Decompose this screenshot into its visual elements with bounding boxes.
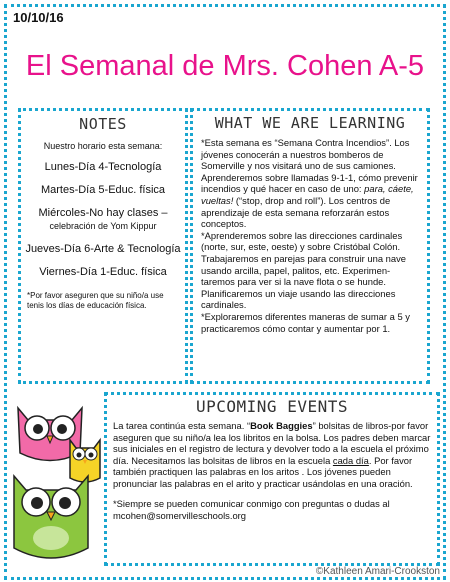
date: 10/10/16 [13, 10, 64, 25]
learning-paragraph: *Exploraremos diferentes maneras de sumar a 5 y practicaremos cómo contar y aumentar por 1. [201, 310, 410, 334]
schedule-day: Jueves-Día 6-Arte & Tecnología [25, 243, 181, 255]
copyright: ©Kathleen Amari-Crookston [315, 566, 440, 577]
page-title: El Semanal de Mrs. Cohen A-5 [25, 50, 425, 82]
events-text [113, 420, 431, 521]
learning-paragraph: *Esta semana es “Semana Contra Incendios”. Los jóvenes conocerán a nuestros bomberos de Somerville y nos visitará uno de sus camiones. Aprenderemos sobre llamadas 9-1-1, cómo prevenir incendios y qué hacer en caso de uno: para, cáete, vueltas! (“stop, drop and roll”). Los centros de aprendizaje de esta semana reforzarán estos conceptos. [201, 137, 418, 230]
learning-box [190, 108, 430, 384]
learning-paragraph: *Aprenderemos sobre las direcciones cardinales (norte, sur, este, oeste) y sobre Cristóbal Colón. Trabajaremos en parejas para construir una nave usando arcilla, papel, palitos, etc. Experimen-taremos para ver si la nave flota o se hunde. Planificaremos un viaje usando las direcciones cardinales. [201, 229, 406, 311]
schedule-day: Miércoles-No hay clases – celebración de Yom Kippur [38, 207, 168, 231]
events-heading: UPCOMING EVENTS [196, 397, 348, 416]
schedule-day: Viernes-Día 1-Educ. física [39, 266, 167, 278]
schedule-intro: Nuestro horario esta semana: [43, 141, 163, 151]
notes-heading: NOTES [79, 115, 127, 133]
notes-footnote: *Por favor aseguren que su niño/a use tenis los días de educación física. [27, 291, 164, 310]
notes-box [18, 108, 188, 384]
schedule-day: Lunes-Día 4-Tecnología [44, 161, 162, 173]
owls-illustration [10, 398, 110, 568]
schedule-day: Martes-Día 5-Educ. física [40, 184, 166, 196]
events-paragraph: *Siempre se pueden comunicar conmigo con preguntas o dudas al mcohen@somervilleschools.org [113, 498, 390, 521]
events-box [104, 392, 440, 566]
green-owl-icon [14, 476, 88, 558]
events-paragraph: La tarea continúa esta semana. “Book Baggies” bolsitas de libros-por favor aseguren que su niño/a lea los libritos en la bolsa. Los padres deben marcar sus iniciales en el registro de lectura y devolver todo a la escuela el próximo día. Necesitamos las bolsitas de libros en la escuela cada día. Por favor también practiquen las palabras en los aritos . Los jóvenes pueden pronunciar las palabras en el arito y practicar usándolas en una oración. [113, 420, 431, 489]
yellow-owl-icon [70, 440, 100, 482]
learning-text [201, 137, 419, 334]
learning-heading: WHAT WE ARE LEARNING [214, 114, 406, 132]
